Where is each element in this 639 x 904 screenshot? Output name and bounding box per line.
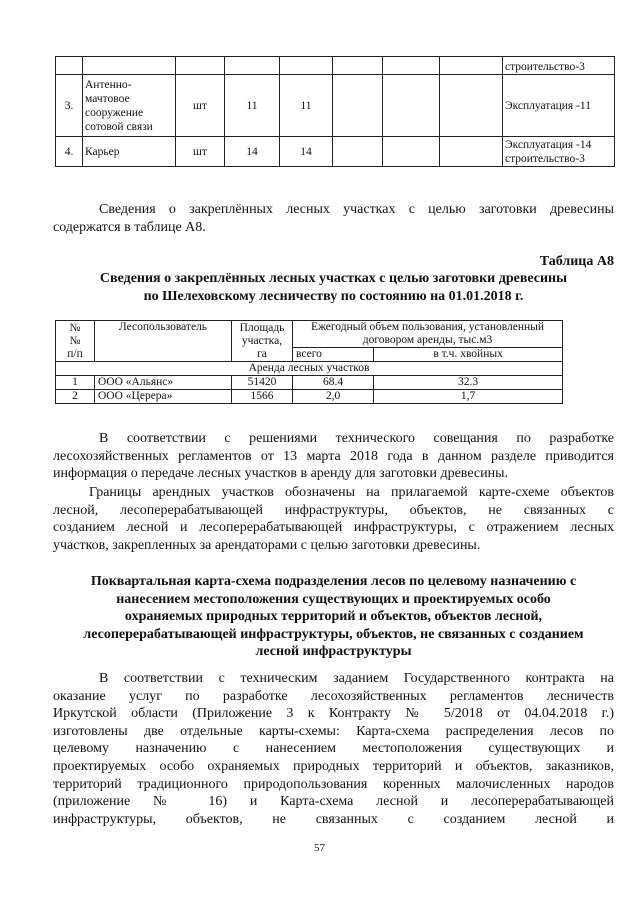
paragraph-4 xyxy=(53,670,614,828)
cell-conif: 32.3 xyxy=(374,376,563,390)
cell-note: строительство-3 xyxy=(503,57,615,75)
table-label: Таблица А8 xyxy=(539,254,614,269)
text-line: содержатся в таблице А8. xyxy=(53,219,206,235)
cell-unit: шт xyxy=(176,75,225,137)
cell-value: 11 xyxy=(225,75,280,137)
text-line: территорий традиционного природопользования коренных малочисленных народов xyxy=(53,776,614,792)
table-a8 xyxy=(55,320,563,404)
table-row xyxy=(56,57,615,75)
header-line: п/п xyxy=(67,347,83,360)
cell-value: 14 xyxy=(280,137,333,167)
text-line: инфраструктуры, объектов, не связанных с созданием лесной и xyxy=(53,811,614,827)
name-line: сотовой связи xyxy=(85,120,153,133)
title-line: охраняемых природных территорий и объектов, объектов лесной, xyxy=(124,609,543,625)
text-line: изготовлены две отдельные карты-схемы: Карта-схема распределения лесов по xyxy=(53,723,614,739)
header-volume xyxy=(293,321,563,348)
header-line: № xyxy=(69,334,81,347)
cell xyxy=(56,57,83,75)
title-line: лесной инфраструктуры xyxy=(255,644,412,660)
cell xyxy=(383,137,440,167)
cell xyxy=(176,57,225,75)
intro-paragraph xyxy=(53,201,614,236)
cell-area: 1566 xyxy=(232,390,293,404)
text-line: Сведения о закреплённых лесных участках с целью заготовки древесины xyxy=(99,202,614,217)
paragraph-3 xyxy=(53,484,614,554)
header-line: Ежегодный объем пользования, установленный xyxy=(310,321,545,333)
header-total: всего xyxy=(293,348,374,362)
cell xyxy=(383,57,440,75)
cell-unit: шт xyxy=(176,137,225,167)
table-row xyxy=(56,137,615,167)
cell xyxy=(383,75,440,137)
cell-value: 14 xyxy=(225,137,280,167)
text-line: оказание услуг по разработке лесохозяйственных регламентов лесничеств xyxy=(53,688,614,704)
text-line: Границы арендных участков обозначены на прилагаемой карте-схеме объектов xyxy=(89,485,614,500)
cell-note xyxy=(503,137,615,167)
header-line: участка, xyxy=(241,334,283,347)
paragraph-2 xyxy=(53,430,614,483)
header-num xyxy=(56,321,95,362)
title-line: Сведения о закреплённых лесных участках с целью заготовки древесины xyxy=(99,271,568,286)
cell xyxy=(333,57,383,75)
table-title xyxy=(53,270,614,305)
cell-conif: 1,7 xyxy=(374,390,563,404)
note-line: Эксплуатация -14 xyxy=(505,138,592,151)
cell-name: Карьер xyxy=(83,137,176,167)
cell-user: ООО «Альянс» xyxy=(95,376,232,390)
cell-area: 51420 xyxy=(232,376,293,390)
cell-num: 1 xyxy=(56,376,95,390)
section-label: Аренда лесных участков xyxy=(56,362,563,376)
table-row xyxy=(56,390,563,404)
text-line: проектируемых особо охраняемых природных территорий и объектов, заказников, xyxy=(53,758,614,774)
cell-name xyxy=(83,75,176,137)
name-line: мачтовое xyxy=(85,92,130,105)
title-line: нанесением местоположения существующих и проектируемых особо xyxy=(116,591,551,607)
text-line: В соответствии с техническим заданием Государственного контракта на xyxy=(99,671,614,686)
text-line: целевому назначению с нанесением местоположения существующих и xyxy=(53,741,614,757)
cell-total: 68.4 xyxy=(293,376,374,390)
cell xyxy=(440,137,503,167)
cell-user: ООО «Церера» xyxy=(95,390,232,404)
text-line: участков, закрепленных за арендаторами с целью заготовки древесины. xyxy=(53,537,481,553)
name-line: Антенно- xyxy=(85,78,132,91)
cell-num: 3. xyxy=(56,75,83,137)
cell xyxy=(83,57,176,75)
title-line: лесоперерабатывающей инфраструктуры, объектов, не связанных с созданием xyxy=(83,626,584,642)
section-title xyxy=(53,573,614,661)
text-line: Иркутской области (Приложение 3 к Контракту № 5/2018 от 04.04.2018 г.) xyxy=(53,706,614,722)
header-user: Лесопользователь xyxy=(95,321,232,362)
table-row xyxy=(56,376,563,390)
note-line: строительство-3 xyxy=(505,152,585,165)
cell xyxy=(440,57,503,75)
top-table xyxy=(55,56,615,167)
title-line: Поквартальная карта-схема подразделения лесов по целевому назначению с xyxy=(90,574,577,589)
table-row xyxy=(56,75,615,137)
name-line: сооружение xyxy=(85,106,144,119)
header-line: га xyxy=(257,347,267,360)
header-line: Площадь xyxy=(239,321,285,334)
text-line: информация о передаче лесных участков в аренду для заготовки древесины. xyxy=(53,466,508,482)
cell xyxy=(333,75,383,137)
text-line: созданием лесной и лесоперерабатывающей инфраструктуры, с отражением лесных xyxy=(53,520,614,536)
title-line: по Шелеховскому лесничеству по состоянию на 01.01.2018 г. xyxy=(143,288,524,304)
text-line: В соответствии с решениями технического совещания по разработке xyxy=(99,431,614,446)
text-line: лесной, лесоперерабатывающей инфраструктуры, объектов, не связанных с xyxy=(53,502,614,518)
page-number: 57 xyxy=(314,842,325,854)
cell-value: 11 xyxy=(280,75,333,137)
header-row xyxy=(56,321,563,348)
cell-num: 4. xyxy=(56,137,83,167)
cell-total: 2,0 xyxy=(293,390,374,404)
header-area xyxy=(232,321,293,362)
section-row xyxy=(56,362,563,376)
header-conif: в т.ч. хвойных xyxy=(374,348,563,362)
cell xyxy=(333,137,383,167)
cell-num: 2 xyxy=(56,390,95,404)
text-line: лесохозяйственных регламентов от 13 марта 2018 года в данном разделе приводится xyxy=(53,448,614,464)
header-line: № xyxy=(69,321,81,334)
cell xyxy=(280,57,333,75)
cell xyxy=(225,57,280,75)
text-line: (приложение № 16) и Карта-схема лесной и лесоперерабатывающей xyxy=(53,794,614,810)
cell xyxy=(440,75,503,137)
header-line: договором аренды, тыс.м3 xyxy=(362,334,493,346)
cell-note: Эксплуатация -11 xyxy=(503,75,615,137)
